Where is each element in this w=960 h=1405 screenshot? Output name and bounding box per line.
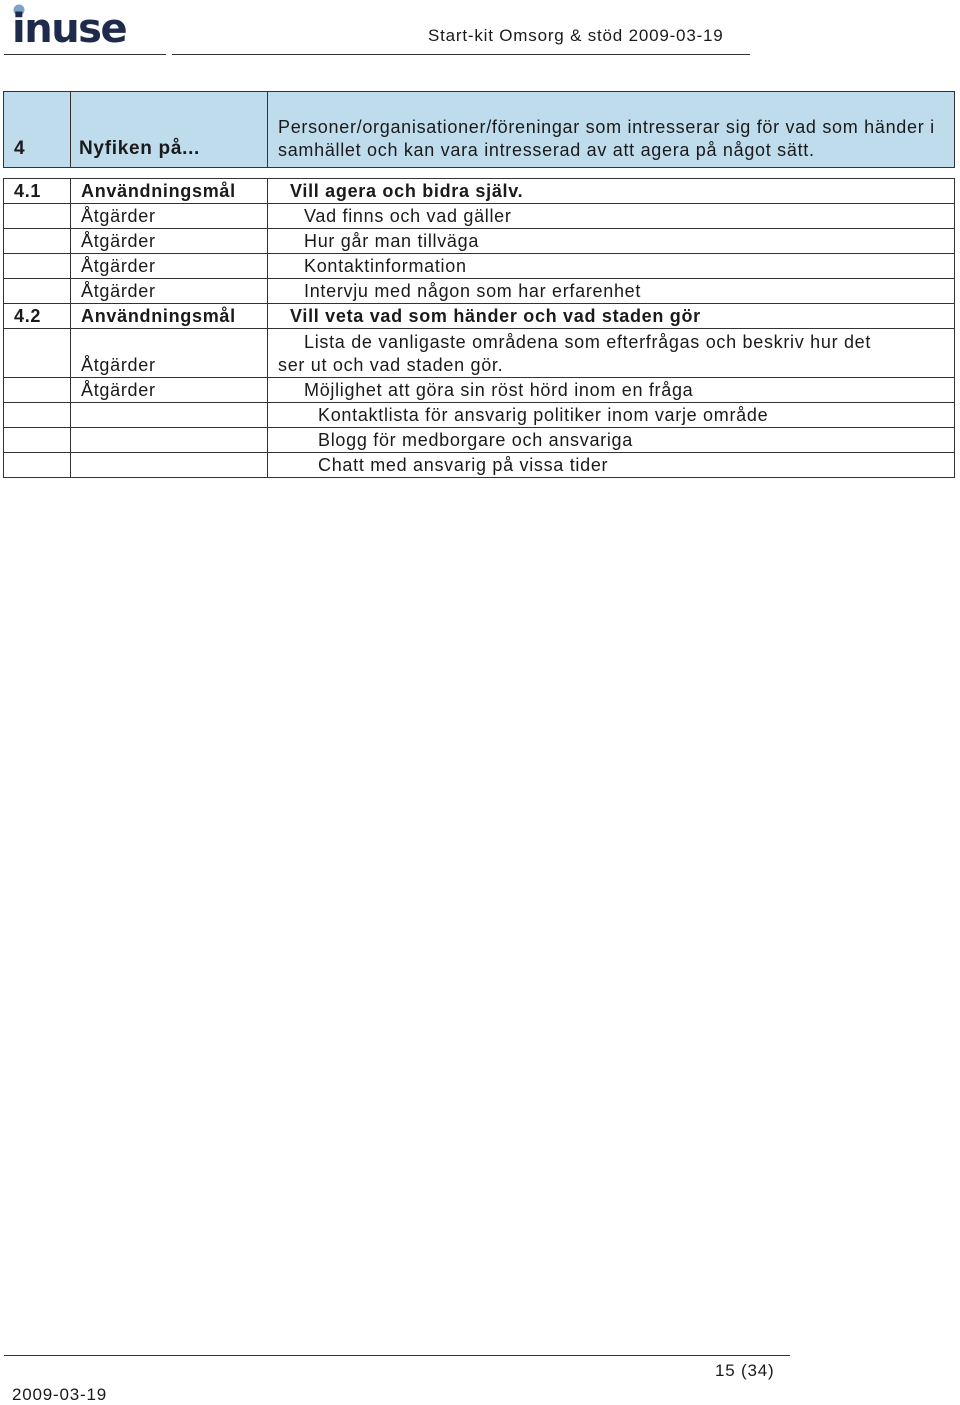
action-label: Åtgärder bbox=[71, 279, 268, 304]
goal-number: 4.2 bbox=[4, 304, 71, 329]
action-text: Vad finns och vad gäller bbox=[268, 204, 955, 229]
action-text: Kontaktinformation bbox=[268, 254, 955, 279]
page-number: 15 (34) bbox=[715, 1361, 775, 1380]
footer-date: 2009-03-19 bbox=[12, 1385, 107, 1404]
goal-row bbox=[4, 179, 955, 204]
section-number: 4 bbox=[4, 92, 71, 168]
header-divider bbox=[4, 54, 166, 55]
goal-row bbox=[4, 304, 955, 329]
action-text: Hur går man tillväga bbox=[268, 229, 955, 254]
document-header-title: Start-kit Omsorg & stöd 2009-03-19 bbox=[428, 26, 724, 45]
action-row bbox=[4, 279, 955, 304]
logo-text: inuse bbox=[12, 6, 127, 48]
goal-label: Användningsmål bbox=[71, 304, 268, 329]
action-row bbox=[4, 229, 955, 254]
action-text: Möjlighet att göra sin röst hörd inom en fråga bbox=[268, 378, 955, 403]
action-row bbox=[4, 254, 955, 279]
action-label: Åtgärder bbox=[71, 229, 268, 254]
action-text-line: Lista de vanligaste områdena som efterfrågas och beskriv hur det bbox=[304, 332, 872, 352]
action-row bbox=[4, 378, 955, 403]
sub-item-row bbox=[4, 453, 955, 478]
section-header-row bbox=[4, 92, 955, 168]
footer-divider bbox=[4, 1355, 790, 1356]
sub-item-row bbox=[4, 428, 955, 453]
header-divider bbox=[172, 54, 750, 55]
section-name: Nyfiken på... bbox=[71, 92, 268, 168]
action-row bbox=[4, 204, 955, 229]
inuse-logo bbox=[12, 2, 132, 48]
sub-item-row bbox=[4, 403, 955, 428]
goal-title: Vill veta vad som händer och vad staden gör bbox=[268, 304, 955, 329]
action-label: Åtgärder bbox=[71, 254, 268, 279]
action-label: Åtgärder bbox=[71, 378, 268, 403]
action-text-line: ser ut och vad staden gör. bbox=[278, 355, 504, 375]
goal-title: Vill agera och bidra själv. bbox=[268, 179, 955, 204]
sub-item-text: Chatt med ansvarig på vissa tider bbox=[268, 453, 955, 478]
user-goals-table bbox=[3, 91, 955, 478]
sub-item-text: Blogg för medborgare och ansvariga bbox=[268, 428, 955, 453]
table-spacer bbox=[4, 168, 955, 179]
sub-item-text: Kontaktlista för ansvarig politiker inom varje område bbox=[268, 403, 955, 428]
action-text: Intervju med någon som har erfarenhet bbox=[268, 279, 955, 304]
inuse-logo-mark bbox=[12, 2, 132, 48]
action-row bbox=[4, 329, 955, 378]
goal-label: Användningsmål bbox=[71, 179, 268, 204]
goal-number: 4.1 bbox=[4, 179, 71, 204]
action-label: Åtgärder bbox=[71, 329, 268, 378]
section-description: Personer/organisationer/föreningar som intresserar sig för vad som händer i samhället och kan vara intresserad av att agera på något sätt. bbox=[268, 92, 955, 168]
action-text bbox=[268, 329, 955, 378]
action-label: Åtgärder bbox=[71, 204, 268, 229]
